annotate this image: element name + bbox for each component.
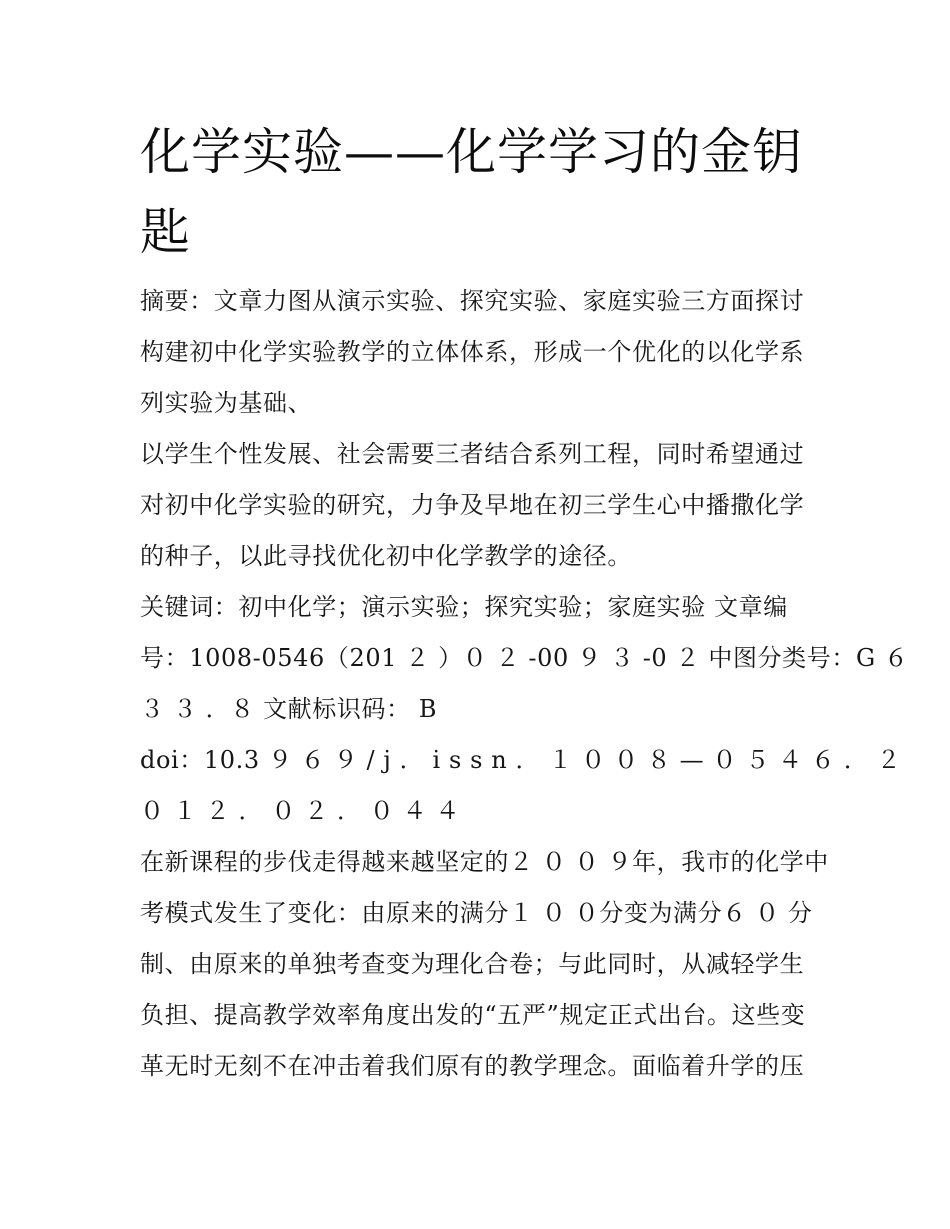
abstract-line-4: 以学生个性发展、社会需要三者结合系列工程，同时希望通过 (140, 440, 805, 468)
abstract-line-5: 对初中化学实验的研究，力争及早地在初三学生心中播撒化学 (140, 491, 805, 519)
abstract-line-1: 摘要：文章力图从演示实验、探究实验、家庭实验三方面探讨 (140, 287, 805, 315)
body-paragraph-line-3: 制、由原来的单独考查变为理化合卷；与此同时，从减轻学生 (140, 950, 805, 978)
abstract-line-3: 列实验为基础、 (140, 389, 313, 417)
abstract-line-2: 构建初中化学实验教学的立体体系，形成一个优化的以化学系 (140, 338, 805, 366)
document-title: 化学实验——化学学习的金钥匙 (140, 123, 803, 261)
keywords-line: 关键词：初中化学；演示实验；探究实验；家庭实验 文章编 (140, 593, 788, 621)
article-number-line: 号：1008-0546（201 ２ ）０ ２ -00 ９ ３ -0 ２ 中图分类号：G ６ (140, 644, 909, 672)
body-paragraph-line-2: 考模式发生了变化：由原来的满分１ ０ ０分变为满分６ ０ 分 (140, 899, 813, 927)
doi-line-continued: ０ １ ２ ． ０ ２ ． ０ ４ ４ (140, 797, 461, 825)
classification-line: ３ ３ ．８ 文献标识码： B (140, 695, 438, 723)
abstract-line-6: 的种子，以此寻找优化初中化学教学的途径。 (140, 542, 632, 570)
doi-line: doi：10.3 ９ ６ ９ / j ． i s s n ． １ ０ ０ ８ — ０ ５ ４ ６ ． ２ (140, 746, 902, 774)
body-paragraph-line-1: 在新课程的步伐走得越来越坚定的２ ０ ０ ９年，我市的化学中 (140, 848, 829, 876)
body-paragraph-line-4: 负担、提高教学效率角度出发的“五严”规定正式出台。这些变 (140, 1001, 806, 1029)
body-paragraph-line-5: 革无时无刻不在冲击着我们原有的教学理念。面临着升学的压 (140, 1052, 805, 1080)
document-body (140, 276, 909, 1092)
